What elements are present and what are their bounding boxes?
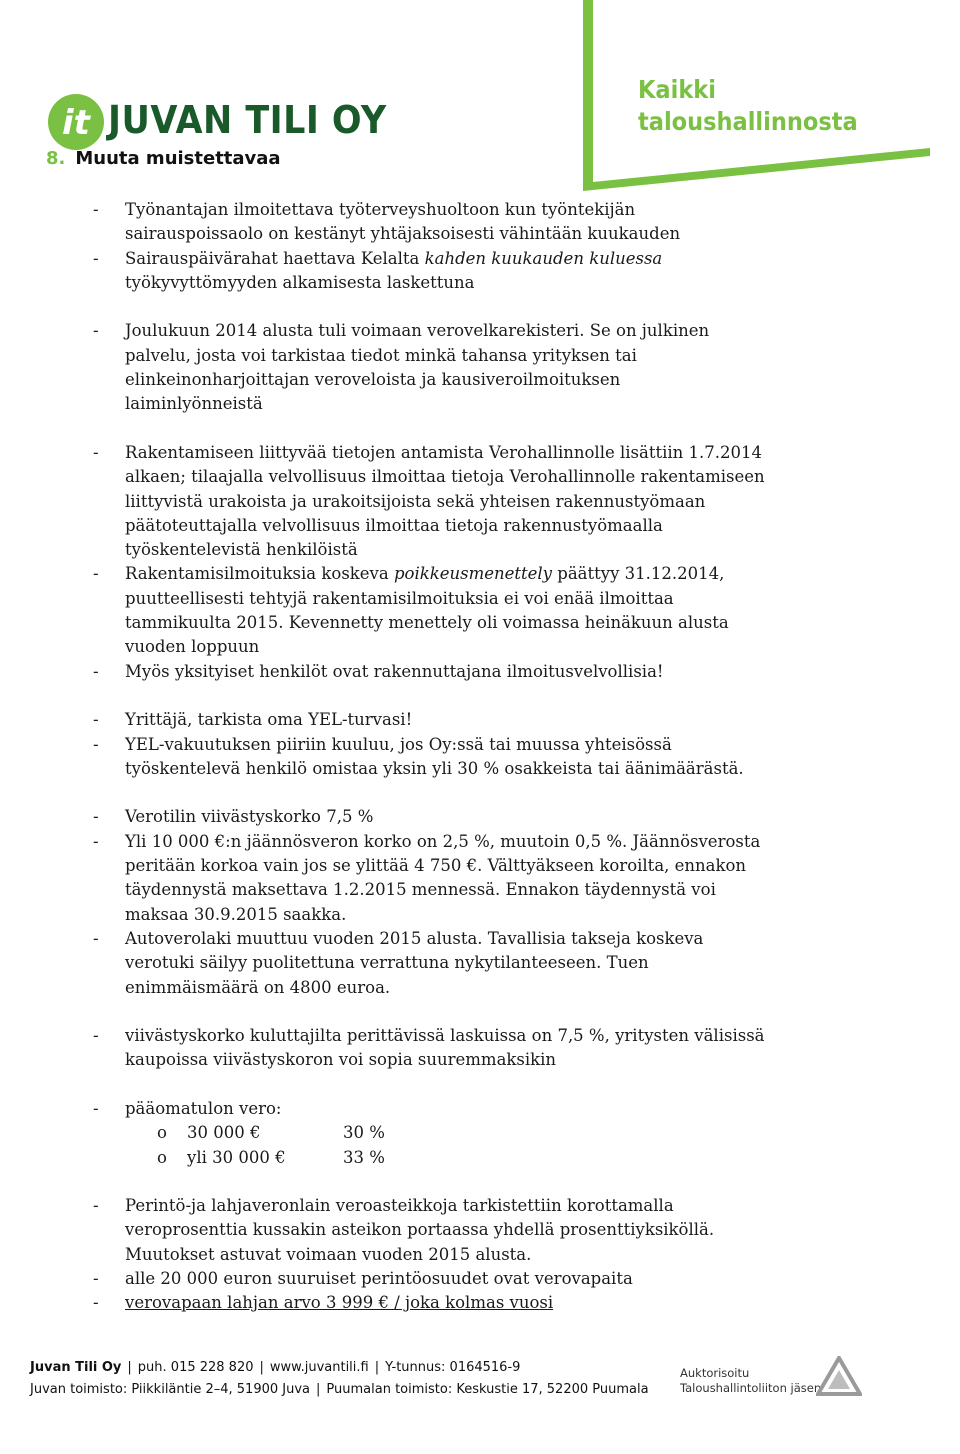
dash-bullet: - (93, 928, 99, 948)
text-line: täydennystä maksettava 1.2.2015 mennessä. Ennakon täydennystä voi (125, 880, 716, 900)
list-item (0, 1291, 960, 1315)
text-line: Yrittäjä, tarkista oma YEL-turvasi! (125, 710, 413, 730)
dash-bullet: - (93, 200, 99, 219)
text-line: puutteellisesti tehtyjä rakentamisilmoituksia ei voi enää ilmoittaa (125, 588, 674, 608)
dash-bullet: - (93, 1026, 99, 1046)
text-line: Autoverolaki muuttuu vuoden 2015 alusta. Tavallisia takseja koskeva (125, 928, 704, 948)
company-name: JUVAN TILI OY (108, 98, 387, 142)
text-line: työskentelevistä henkilöistä (125, 540, 358, 560)
tax-row (0, 1146, 960, 1170)
dash-bullet: - (93, 807, 99, 827)
text-line: alkaen; tilaajalla velvollisuus ilmoittaa tietoja Verohallinnolle rakentamiseen (125, 467, 765, 487)
tax-rate: 30 % (343, 1123, 385, 1143)
list-item (0, 1194, 960, 1267)
separator: | (127, 1360, 132, 1375)
footer (30, 1357, 649, 1401)
tax-amount: yli 30 000 € (187, 1147, 286, 1167)
text-line: tammikuulta 2015. Kevennetty menettely oli voimassa heinäkuun alusta (125, 613, 729, 633)
tagline (638, 74, 858, 138)
list-item (0, 927, 960, 1000)
logo-mark-text: it (62, 103, 90, 143)
list-item (0, 1024, 960, 1073)
footer-office-juva: Juvan toimisto: Piikkiläntie 2–4, 51900 Juva (30, 1382, 311, 1397)
text-line: Työnantajan ilmoitettava työterveyshuoltoon kun työntekijän (125, 200, 636, 219)
footer-business-id: Y-tunnus: 0164516-9 (385, 1360, 521, 1375)
text-line (125, 247, 860, 271)
tagline-line2: taloushallinnosta (638, 107, 858, 136)
auditor-triangle-icon (816, 1356, 862, 1396)
company-logo (46, 92, 411, 152)
section-number: 8. (46, 148, 66, 169)
emphasis-text: kahden kuukauden kuluessa (424, 248, 663, 268)
text-line: sairauspoissaolo on kestänyt yhtäjaksoisesti vähintään kuukauden (125, 224, 681, 244)
list-item (0, 660, 960, 684)
section-title-text: Muuta muistettavaa (75, 148, 281, 169)
footer-phone: puh. 015 228 820 (137, 1360, 254, 1375)
text-line: verovapaan lahjan arvo 3 999 € / joka kolmas vuosi (125, 1293, 554, 1313)
list-item (0, 198, 960, 247)
dash-bullet: - (93, 710, 99, 730)
footer-line1 (30, 1357, 649, 1379)
dash-bullet: - (93, 1269, 99, 1289)
separator: | (259, 1360, 264, 1375)
text-line (125, 562, 860, 586)
text-line: päätoteuttajalla velvollisuus ilmoittaa tietoja rakennustyömaalla (125, 515, 663, 535)
dash-bullet: - (93, 734, 99, 754)
text-line: Joulukuun 2014 alusta tuli voimaan verovelkarekisteri. Se on julkinen (125, 321, 710, 341)
dash-bullet: - (93, 1196, 99, 1216)
text-line: Verotilin viivästyskorko 7,5 % (125, 807, 374, 827)
list-item (0, 1097, 960, 1121)
footer-line2 (30, 1379, 649, 1401)
circle-bullet: o (157, 1147, 167, 1167)
tagline-line1: Kaikki (638, 75, 716, 104)
tax-row (0, 1121, 960, 1145)
dash-bullet: - (93, 661, 99, 681)
text-line: YEL-vakuutuksen piiriin kuuluu, jos Oy:ssä tai muussa yhteisössä (125, 734, 672, 754)
list-item (0, 441, 960, 562)
list-item (0, 708, 960, 732)
dash-bullet: - (93, 442, 99, 462)
text-line: viivästyskorko kuluttajilta perittävissä laskuissa on 7,5 %, yritysten välisissä (125, 1026, 765, 1046)
text-line: vuoden loppuun (125, 637, 260, 657)
text-span: päättyy 31.12.2014, (552, 564, 725, 584)
dash-bullet: - (93, 321, 99, 341)
text-line: palvelu, josta voi tarkistaa tiedot minkä tahansa yrityksen tai (125, 345, 637, 365)
auditor-line2: Taloushallintoliiton jäsen (680, 1381, 822, 1395)
auditor-line1: Auktorisoitu (680, 1366, 750, 1380)
text-line: liittyvistä urakoista ja urakoitsijoista sekä yhteisen rakennustyömaan (125, 491, 706, 511)
tax-amount: 30 000 € (187, 1123, 261, 1143)
text-line: laiminlyönneistä (125, 394, 263, 414)
footer-website-link[interactable]: www.juvantili.fi (269, 1360, 369, 1375)
text-line: Rakentamiseen liittyvää tietojen antamista Verohallinnolle lisättiin 1.7.2014 (125, 442, 763, 462)
list-item (0, 1267, 960, 1291)
dash-bullet: - (93, 564, 99, 584)
text-line: alle 20 000 euron suuruiset perintöosuudet ovat verovapaita (125, 1269, 633, 1289)
list-item (0, 562, 960, 659)
text-line: Yli 10 000 €:n jäännösveron korko on 2,5 %, muutoin 0,5 %. Jäännösverosta (125, 831, 761, 851)
tax-rate: 33 % (343, 1147, 385, 1167)
dash-bullet: - (93, 1098, 99, 1118)
circle-bullet: o (157, 1123, 167, 1143)
text-span: Sairauspäivärahat haettava Kelalta (125, 248, 425, 268)
list-item (0, 733, 960, 782)
text-line: maksaa 30.9.2015 saakka. (125, 904, 347, 924)
text-span: Rakentamisilmoituksia koskeva (125, 564, 394, 584)
list-item (0, 247, 960, 296)
list-item (0, 805, 960, 829)
text-line: työskentelevä henkilö omistaa yksin yli 30 % osakkeista tai äänimäärästä. (125, 758, 744, 778)
it-logo-icon (46, 92, 106, 152)
auditor-badge-text (680, 1366, 821, 1396)
footer-office-puumala: Puumalan toimisto: Keskustie 17, 52200 Puumala (326, 1382, 649, 1397)
text-line: enimmäismäärä on 4800 euroa. (125, 977, 391, 997)
list-item (0, 319, 960, 416)
text-line: elinkeinonharjoittajan veroveloista ja kausiveroilmoituksen (125, 370, 621, 390)
dash-bullet: - (93, 248, 99, 268)
section-heading (46, 148, 281, 169)
text-line: Perintö-ja lahjaveronlain veroasteikkoja tarkistettiin korottamalla (125, 1196, 674, 1216)
separator: | (316, 1382, 321, 1397)
text-line: Myös yksityiset henkilöt ovat rakennuttajana ilmoitusvelvollisia! (125, 661, 664, 681)
dash-bullet: - (93, 831, 99, 851)
text-line: Muutokset astuvat voimaan vuoden 2015 alusta. (125, 1244, 532, 1264)
separator: | (374, 1360, 380, 1375)
text-line: verotuki säilyy puolitettuna verrattuna nykytilanteeseen. Tuen (125, 953, 649, 973)
text-line: pääomatulon vero: (125, 1098, 282, 1118)
text-line: kaupoissa viivästyskoron voi sopia suuremmaksikin (125, 1050, 557, 1070)
list-item (0, 830, 960, 927)
text-line: työkyvyttömyyden alkamisesta laskettuna (125, 272, 475, 292)
text-line: peritään korkoa vain jos se ylittää 4 750 €. Välttyäkseen koroilta, ennakon (125, 856, 747, 876)
text-line: veroprosenttia kussakin asteikon portaassa yhdellä prosenttiyksiköllä. (125, 1220, 715, 1240)
dash-bullet: - (93, 1293, 99, 1313)
document-body (0, 198, 960, 1316)
emphasis-text: poikkeusmenettely (393, 564, 553, 584)
footer-company: Juvan Tili Oy (30, 1360, 122, 1375)
